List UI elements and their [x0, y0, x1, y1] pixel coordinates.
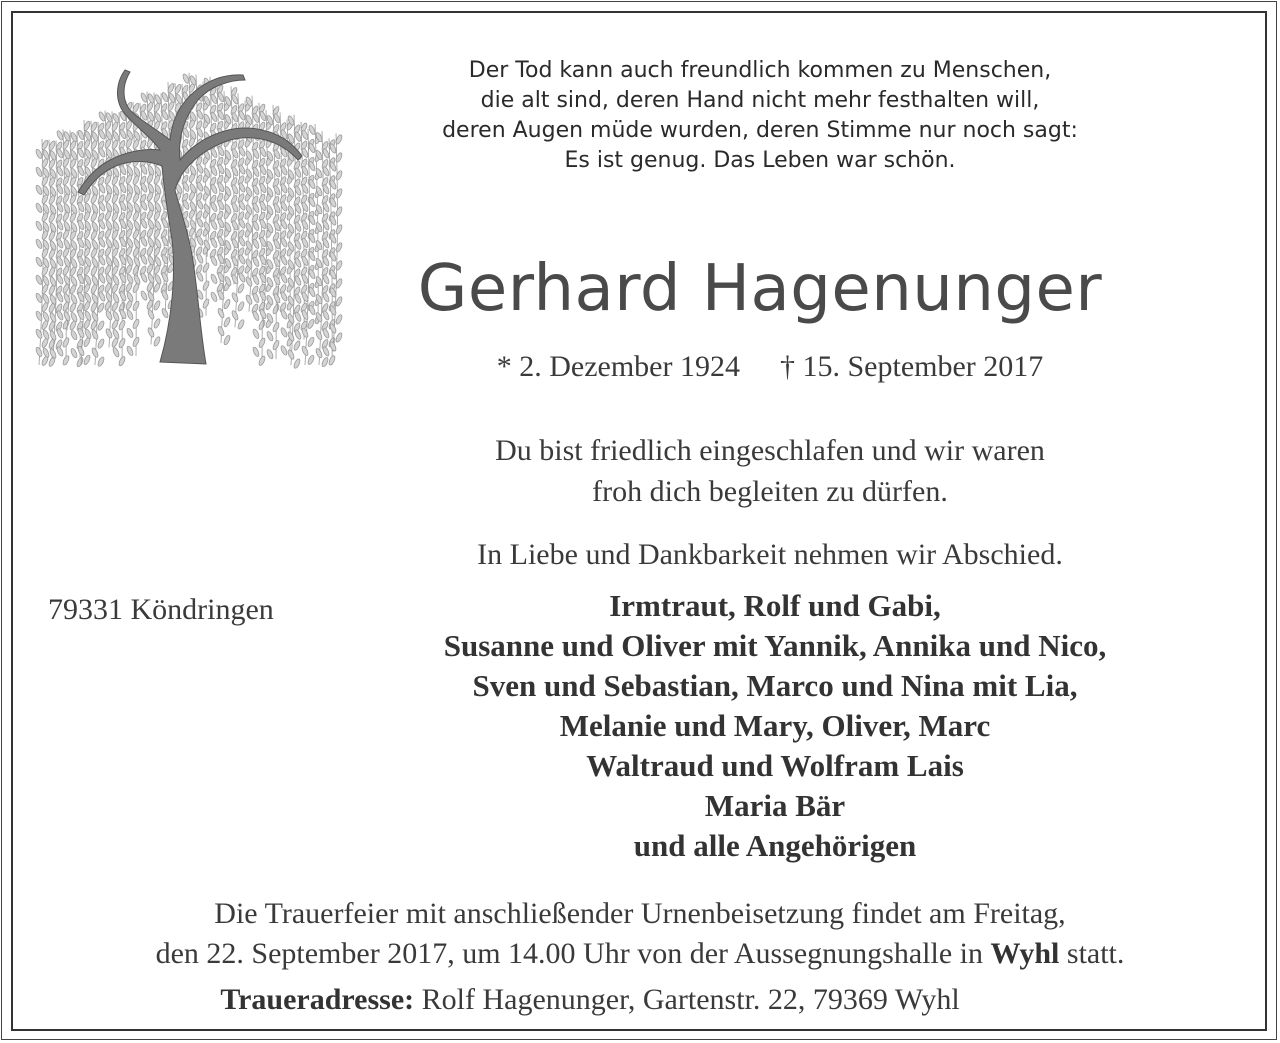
- deceased-name: Gerhard Hagenunger: [417, 252, 1103, 326]
- address-value: Rolf Hagenunger, Gartenstr. 22, 79369 Wyhl: [414, 983, 960, 1016]
- mourner-line: Maria Bär: [704, 788, 846, 823]
- message-block: [380, 430, 1160, 512]
- quote-block: [380, 56, 1140, 176]
- quote-line: deren Augen müde wurden, deren Stimme nur noch sagt:: [442, 118, 1078, 143]
- message-line: Du bist friedlich eingeschlafen und wir waren: [495, 434, 1045, 467]
- farewell-line: In Liebe und Dankbarkeit nehmen wir Abschied.: [477, 538, 1063, 571]
- mourner-line: Irmtraut, Rolf und Gabi,: [609, 588, 941, 623]
- location-text: 79331 Köndringen: [48, 593, 274, 626]
- service-text: den 22. September 2017, um 14.00 Uhr von der Aussegnungshalle in: [155, 937, 991, 970]
- mourner-line: und alle Angehörigen: [633, 828, 917, 863]
- mourner-line: Sven und Sebastian, Marco und Nina mit Lia,: [472, 668, 1078, 703]
- service-text: statt.: [1059, 937, 1125, 970]
- address-label: Traueradresse:: [220, 983, 415, 1016]
- death-symbol: †: [779, 350, 795, 383]
- mourning-address: [40, 980, 1140, 1020]
- message-line: froh dich begleiten zu dürfen.: [592, 475, 948, 508]
- mourners-list: [380, 586, 1170, 866]
- quote-line: Es ist genug. Das Leben war schön.: [564, 148, 956, 173]
- service-info: [40, 894, 1240, 974]
- mourner-line: Waltraud und Wolfram Lais: [586, 748, 964, 783]
- life-dates: [380, 346, 1160, 388]
- death-date: 15. September 2017: [802, 350, 1044, 383]
- birth-date: 2. Dezember 1924: [519, 350, 740, 383]
- service-place: Wyhl: [990, 937, 1060, 970]
- service-line: [40, 934, 1240, 974]
- weeping-willow-icon: [30, 40, 350, 380]
- farewell-text: [380, 534, 1160, 575]
- mourner-line: Susanne und Oliver mit Yannik, Annika und Nico,: [443, 628, 1107, 663]
- birth-symbol: *: [496, 350, 512, 383]
- quote-line: die alt sind, deren Hand nicht mehr festhalten will,: [480, 88, 1040, 113]
- quote-line: Der Tod kann auch freundlich kommen zu Menschen,: [468, 58, 1052, 83]
- service-line: Die Trauerfeier mit anschließender Urnenbeisetzung findet am Freitag,: [214, 897, 1066, 930]
- mourner-line: Melanie und Mary, Oliver, Marc: [559, 708, 991, 743]
